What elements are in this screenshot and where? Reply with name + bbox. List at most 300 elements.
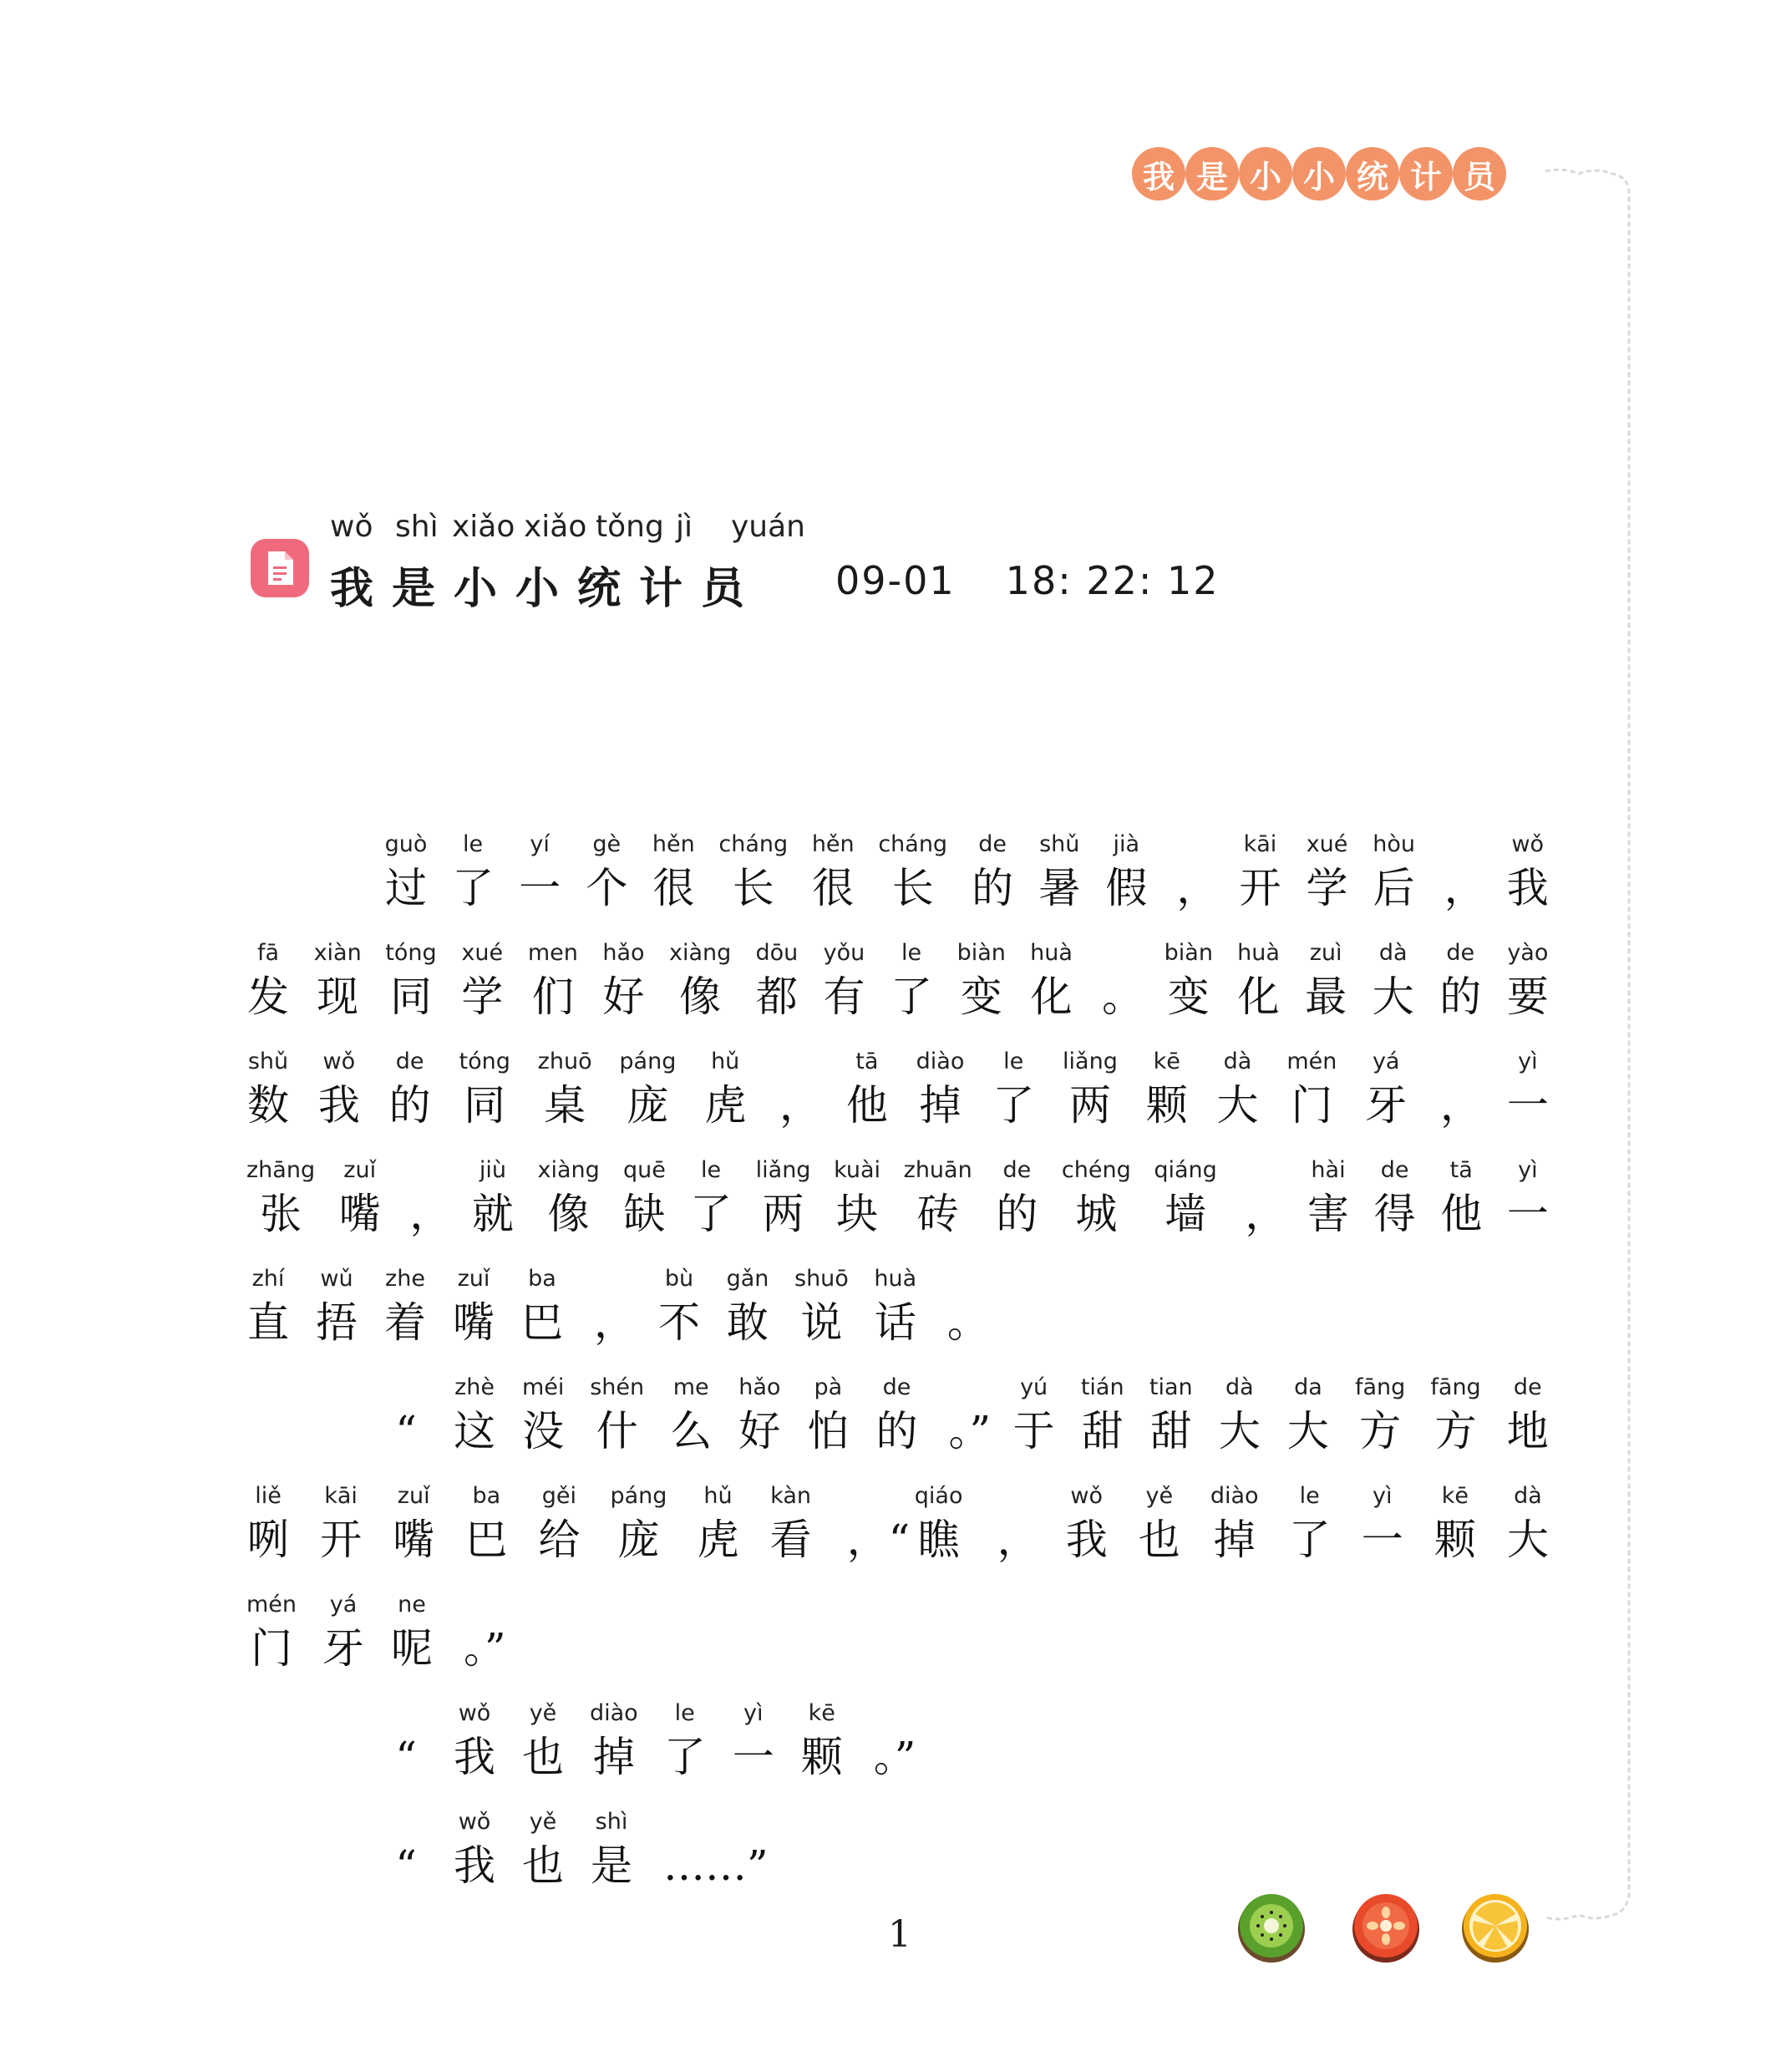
hanzi-with-pinyin (452, 1262, 495, 1349)
pinyin: xiàng (537, 1157, 600, 1183)
hanzi-with-pinyin (689, 1154, 733, 1241)
title-pinyin-syllable: tǒng (596, 510, 664, 544)
character: 假 (1105, 864, 1148, 912)
pinyin: yú (1020, 1374, 1048, 1400)
pinyin: biàn (1164, 940, 1213, 966)
character: 两 (762, 1190, 804, 1238)
pinyin: hěn (811, 831, 855, 857)
pinyin: tóng (385, 940, 437, 966)
pinyin: hěn (652, 831, 695, 857)
hanzi-with-pinyin (1038, 828, 1081, 915)
character: “ (395, 1407, 417, 1455)
hanzi-with-pinyin (1286, 1045, 1337, 1132)
badge-char: 计 (1399, 147, 1453, 201)
pinyin: ba (472, 1483, 501, 1509)
character: 说 (800, 1298, 843, 1347)
pinyin: páng (610, 1483, 667, 1509)
hanzi-with-pinyin (246, 1262, 290, 1349)
character: 我 (454, 1733, 495, 1781)
pinyin: le (674, 1700, 695, 1726)
character: 数 (247, 1081, 289, 1130)
character: 块 (836, 1190, 879, 1238)
punctuation (1171, 828, 1219, 915)
pinyin: mén (1286, 1049, 1337, 1074)
character: 现 (317, 973, 359, 1021)
pinyin: cháng (718, 831, 789, 857)
hanzi-with-pinyin (1364, 1045, 1408, 1132)
hanzi-with-pinyin (1012, 1371, 1056, 1458)
character: 虎 (697, 1516, 739, 1564)
hanzi-with-pinyin (392, 1480, 435, 1567)
character: 直 (247, 1298, 289, 1347)
hanzi-with-pinyin (317, 1045, 361, 1132)
character: 甜 (1081, 1407, 1124, 1455)
character: 方 (1359, 1407, 1402, 1455)
character: 一 (1506, 1081, 1549, 1130)
character: 庞 (627, 1081, 669, 1130)
character: 很 (652, 864, 695, 912)
pinyin: dà (1225, 1374, 1254, 1400)
character: 地 (1506, 1407, 1549, 1455)
character: 给 (538, 1516, 581, 1564)
punctuation (1097, 937, 1144, 1023)
character: 我 (317, 1081, 360, 1130)
character: 有 (823, 973, 865, 1021)
hanzi-with-pinyin (1138, 1480, 1181, 1567)
punctuation (404, 1154, 452, 1241)
pinyin: le (1299, 1483, 1320, 1509)
character: 一 (1361, 1516, 1403, 1564)
hanzi-with-pinyin (1361, 1480, 1404, 1567)
character: 掉 (919, 1081, 962, 1130)
pinyin: yào (1507, 940, 1549, 966)
title-pinyin-syllable: xiǎo (452, 510, 515, 544)
hanzi-with-pinyin (971, 828, 1014, 915)
pinyin: de (882, 1374, 911, 1400)
character: 门 (1291, 1081, 1333, 1130)
pinyin: kē (1153, 1049, 1180, 1074)
hanzi-with-pinyin (585, 828, 628, 915)
pinyin: de (1446, 940, 1475, 966)
character: 的 (996, 1190, 1038, 1238)
hanzi-with-pinyin (338, 1154, 382, 1241)
pinyin: liě (255, 1483, 282, 1509)
pinyin: le (901, 940, 922, 966)
pinyin: wǒ (1070, 1483, 1103, 1509)
pinyin: shǔ (247, 1049, 289, 1074)
badge-char: 小 (1292, 147, 1346, 201)
character: 长 (732, 864, 774, 912)
character: 虎 (704, 1081, 747, 1130)
hanzi-with-pinyin (537, 1480, 581, 1567)
hanzi-with-pinyin (663, 1697, 707, 1784)
hanzi-with-pinyin (1218, 1371, 1261, 1458)
character: ， (1245, 1190, 1287, 1238)
hanzi-with-pinyin (1506, 828, 1550, 915)
hanzi-with-pinyin (246, 1588, 297, 1675)
pinyin: dà (1514, 1483, 1542, 1509)
character: 捂 (316, 1298, 358, 1347)
character: 是 (591, 1841, 632, 1890)
hanzi-with-pinyin (1237, 937, 1281, 1023)
character: 一 (1506, 1190, 1549, 1238)
hanzi-with-pinyin (246, 1045, 290, 1132)
badge-char: 是 (1185, 147, 1239, 201)
punctuation (1240, 1154, 1287, 1241)
pinyin: biàn (957, 940, 1006, 966)
character: 的 (875, 1407, 918, 1455)
header-badge (1132, 147, 1506, 201)
character: 庞 (617, 1516, 660, 1564)
punctuation (658, 1805, 769, 1892)
pinyin: le (1003, 1049, 1024, 1074)
hanzi-with-pinyin (834, 1154, 880, 1241)
character: 掉 (1213, 1516, 1256, 1564)
pinyin: yì (743, 1700, 764, 1726)
character: 变 (1167, 973, 1210, 1021)
character: ， (1444, 864, 1486, 912)
character: 也 (522, 1841, 564, 1890)
hanzi-with-pinyin (610, 1480, 667, 1567)
character: ， (1176, 864, 1219, 912)
title-text: 我是小小统计员 (330, 564, 764, 614)
character: 话 (874, 1298, 916, 1347)
character: 颗 (1145, 1081, 1188, 1130)
hanzi-with-pinyin (652, 828, 695, 915)
pinyin: hǎo (602, 940, 645, 966)
character: 像 (547, 1190, 590, 1238)
character: 开 (1239, 864, 1281, 912)
character: 嘴 (338, 1190, 381, 1238)
character: 的 (972, 864, 1014, 912)
hanzi-with-pinyin (1286, 1371, 1330, 1458)
pinyin: zhāng (246, 1157, 316, 1183)
hanzi-with-pinyin (669, 937, 731, 1023)
character: 大 (1216, 1081, 1259, 1130)
character: 牙 (322, 1624, 365, 1673)
hanzi-with-pinyin (1506, 1154, 1550, 1241)
title-pinyin-syllable: wǒ (330, 510, 373, 544)
hanzi-with-pinyin (1165, 937, 1213, 1023)
pinyin: kē (808, 1700, 835, 1726)
hanzi-with-pinyin (538, 1154, 600, 1241)
hanzi-with-pinyin (718, 828, 788, 915)
hanzi-with-pinyin (246, 937, 290, 1023)
pinyin: fā (256, 940, 280, 966)
character: 也 (1138, 1516, 1180, 1564)
pinyin: zhí (251, 1266, 285, 1292)
hanzi-with-pinyin (811, 828, 855, 915)
punctuation (842, 1480, 911, 1567)
pinyin: kàn (770, 1483, 811, 1509)
pinyin: diào (590, 1700, 638, 1726)
hanzi-with-pinyin (1062, 1154, 1131, 1241)
pinyin: zhuō (537, 1049, 592, 1074)
character: 牙 (1365, 1081, 1408, 1130)
character: 大 (1286, 1407, 1329, 1455)
pinyin: hǔ (711, 1049, 740, 1074)
hanzi-with-pinyin (992, 1045, 1035, 1132)
character: 化 (1030, 973, 1073, 1021)
pinyin: fāng (1430, 1374, 1481, 1400)
pinyin: gěi (541, 1483, 576, 1509)
pinyin: huà (1237, 940, 1280, 966)
character: 掉 (592, 1733, 635, 1781)
hanzi-with-pinyin (521, 1805, 565, 1892)
character: 没 (522, 1407, 565, 1455)
character: 砖 (916, 1190, 959, 1238)
title-pinyin-syllable: shì (395, 510, 439, 544)
character: 变 (960, 973, 1002, 1021)
text-line (246, 1023, 1550, 1132)
pinyin: zhe (385, 1266, 425, 1292)
character: 张 (260, 1190, 302, 1238)
character: 就 (471, 1190, 514, 1238)
pinyin: tian (1149, 1374, 1193, 1400)
character: 好 (602, 973, 645, 1021)
orange-icon (1460, 1892, 1530, 1963)
hanzi-with-pinyin (538, 1045, 592, 1132)
hanzi-with-pinyin (464, 1480, 508, 1567)
hanzi-with-pinyin (521, 1697, 565, 1784)
hanzi-with-pinyin (246, 1480, 290, 1567)
pinyin: tián (1080, 1374, 1124, 1400)
character: ……” (663, 1841, 769, 1890)
punctuation (944, 1371, 992, 1458)
hanzi-with-pinyin (732, 1697, 775, 1784)
character: 同 (464, 1081, 506, 1130)
character: 也 (522, 1733, 564, 1781)
character: ， (409, 1190, 452, 1238)
hanzi-with-pinyin (1433, 1480, 1477, 1567)
punctuation (869, 1697, 916, 1784)
hanzi-with-pinyin (669, 1371, 713, 1458)
hanzi-with-pinyin (1238, 828, 1281, 915)
pinyin: dōu (755, 940, 799, 966)
hanzi-with-pinyin (451, 828, 495, 915)
character: 最 (1305, 973, 1347, 1021)
punctuation (942, 1262, 989, 1349)
punctuation (384, 1697, 428, 1784)
pinyin: shì (595, 1809, 628, 1835)
character: 着 (384, 1298, 426, 1347)
pinyin: xiàng (669, 940, 732, 966)
pinyin: shén (590, 1374, 645, 1400)
hanzi-with-pinyin (590, 1697, 638, 1784)
character: 的 (1439, 973, 1482, 1021)
punctuation (384, 1371, 428, 1458)
hanzi-with-pinyin (384, 828, 428, 915)
pinyin: yì (1518, 1157, 1538, 1183)
pinyin: de (1002, 1157, 1032, 1183)
pinyin: qiáo (914, 1483, 963, 1509)
hanzi-with-pinyin (453, 1371, 496, 1458)
pinyin: dà (1223, 1049, 1252, 1074)
pinyin: kāi (324, 1483, 358, 1509)
pinyin: zuǐ (343, 1157, 377, 1183)
character: 他 (845, 1081, 888, 1130)
hanzi-with-pinyin (315, 1262, 358, 1349)
character: 了 (452, 864, 495, 912)
hanzi-with-pinyin (1373, 1154, 1417, 1241)
character: 这 (454, 1407, 496, 1455)
text-line (246, 1241, 1550, 1349)
hanzi-with-pinyin (1372, 937, 1415, 1023)
character: 开 (320, 1516, 363, 1564)
character: 缺 (623, 1190, 666, 1238)
character: 的 (388, 1081, 431, 1130)
hanzi-with-pinyin (1506, 1371, 1550, 1458)
text-line (246, 1132, 1550, 1241)
hanzi-with-pinyin (1307, 1154, 1350, 1241)
hanzi-with-pinyin (383, 1262, 427, 1349)
pinyin: yě (1145, 1483, 1174, 1509)
pinyin: zuǐ (397, 1483, 430, 1509)
character: 了 (663, 1733, 706, 1781)
hanzi-with-pinyin (726, 1262, 769, 1349)
character: 。 (1102, 973, 1144, 1021)
hanzi-with-pinyin (800, 1697, 844, 1784)
pinyin: de (1380, 1157, 1409, 1183)
pinyin: huà (1030, 940, 1073, 966)
pinyin: liǎng (1063, 1049, 1118, 1074)
hanzi-with-pinyin (1063, 1045, 1118, 1132)
character: 两 (1068, 1081, 1111, 1130)
character: 过 (385, 864, 427, 912)
pinyin: de (1513, 1374, 1542, 1400)
punctuation (1439, 828, 1486, 915)
hanzi-with-pinyin (622, 1154, 666, 1241)
pinyin: men (527, 940, 578, 966)
character: 了 (891, 973, 933, 1021)
hanzi-with-pinyin (1288, 1480, 1332, 1567)
pinyin: xiàn (313, 940, 362, 966)
pinyin: jiù (479, 1157, 506, 1183)
character: 学 (461, 973, 504, 1021)
character: 们 (531, 973, 574, 1021)
character: “ (395, 1733, 417, 1781)
punctuation (459, 1588, 506, 1675)
hanzi-with-pinyin (518, 828, 561, 915)
story-text (246, 806, 1550, 1892)
pinyin: kē (1441, 1483, 1469, 1509)
character: 了 (1288, 1516, 1331, 1564)
character: 什 (596, 1407, 638, 1455)
punctuation (992, 1480, 1039, 1567)
kiwi-icon (1236, 1892, 1307, 1963)
character: 瞧 (917, 1516, 960, 1564)
pinyin: ne (398, 1592, 426, 1617)
pinyin: wǔ (320, 1266, 353, 1292)
punctuation (774, 1045, 822, 1132)
hanzi-with-pinyin (878, 828, 947, 915)
text-line (246, 1458, 1550, 1567)
pinyin: chéng (1061, 1157, 1131, 1183)
pinyin: dà (1378, 940, 1408, 966)
character: 嘴 (453, 1298, 495, 1347)
character: 好 (738, 1407, 781, 1455)
badge-char: 统 (1346, 147, 1399, 201)
pinyin: wǒ (458, 1700, 491, 1726)
hanzi-with-pinyin (590, 1371, 644, 1458)
timestamp (835, 558, 1220, 603)
pinyin: le (700, 1157, 722, 1183)
pinyin: kāi (1243, 831, 1277, 857)
character: 发 (247, 973, 289, 1021)
character: 像 (679, 973, 722, 1021)
pinyin: zhè (454, 1374, 495, 1400)
badge-char: 员 (1453, 147, 1506, 201)
text-line (246, 1784, 1550, 1892)
text-line (246, 1675, 1550, 1784)
pinyin: fāng (1355, 1374, 1406, 1400)
punctuation (384, 1805, 428, 1892)
pinyin: yì (1518, 1049, 1538, 1074)
pinyin: liǎng (755, 1157, 811, 1183)
pinyin: ba (528, 1266, 556, 1292)
hanzi-with-pinyin (1355, 1371, 1405, 1458)
pinyin: diào (1210, 1483, 1259, 1509)
hanzi-with-pinyin (521, 1371, 565, 1458)
pinyin: wǒ (458, 1809, 491, 1835)
hanzi-with-pinyin (794, 1262, 849, 1349)
character: 后 (1373, 864, 1415, 912)
hanzi-with-pinyin (755, 937, 799, 1023)
pinyin: yí (530, 831, 550, 857)
hanzi-with-pinyin (322, 1588, 365, 1675)
character: ， (779, 1081, 822, 1130)
pinyin: xué (461, 940, 504, 966)
pinyin: yá (1372, 1049, 1400, 1074)
hanzi-with-pinyin (520, 1262, 564, 1349)
pinyin: yǒu (823, 940, 865, 966)
character: 一 (732, 1733, 774, 1781)
character: 一 (519, 864, 561, 912)
pinyin: wǒ (1511, 831, 1545, 857)
pinyin: zuì (1309, 940, 1342, 966)
pinyin: yì (1373, 1483, 1393, 1509)
hanzi-with-pinyin (1210, 1480, 1259, 1567)
character: 呢 (391, 1624, 434, 1673)
pinyin: diào (916, 1049, 965, 1074)
hanzi-with-pinyin (1216, 1045, 1260, 1132)
hanzi-with-pinyin (319, 1480, 363, 1567)
hanzi-with-pinyin (756, 1154, 811, 1241)
hanzi-with-pinyin (1506, 1045, 1550, 1132)
hanzi-with-pinyin (1506, 1480, 1550, 1567)
text-line (246, 806, 1550, 915)
punctuation (1435, 1045, 1483, 1132)
hanzi-with-pinyin (995, 1154, 1038, 1241)
character: 我 (1506, 864, 1549, 912)
character: 方 (1434, 1407, 1477, 1455)
hanzi-with-pinyin (875, 1371, 918, 1458)
hanzi-with-pinyin (1065, 1480, 1109, 1567)
pinyin: bù (664, 1266, 694, 1292)
character: 暑 (1038, 864, 1081, 912)
pinyin: de (395, 1049, 424, 1074)
pinyin: mén (246, 1592, 297, 1617)
pinyin: gè (592, 831, 622, 857)
character: 化 (1237, 973, 1280, 1021)
hanzi-with-pinyin (528, 937, 578, 1023)
pinyin: da (1294, 1374, 1322, 1400)
pinyin: páng (619, 1049, 677, 1074)
character: 长 (891, 864, 934, 912)
character: 。” (948, 1407, 992, 1455)
badge-char: 小 (1239, 147, 1292, 201)
tomato-icon (1351, 1892, 1421, 1963)
